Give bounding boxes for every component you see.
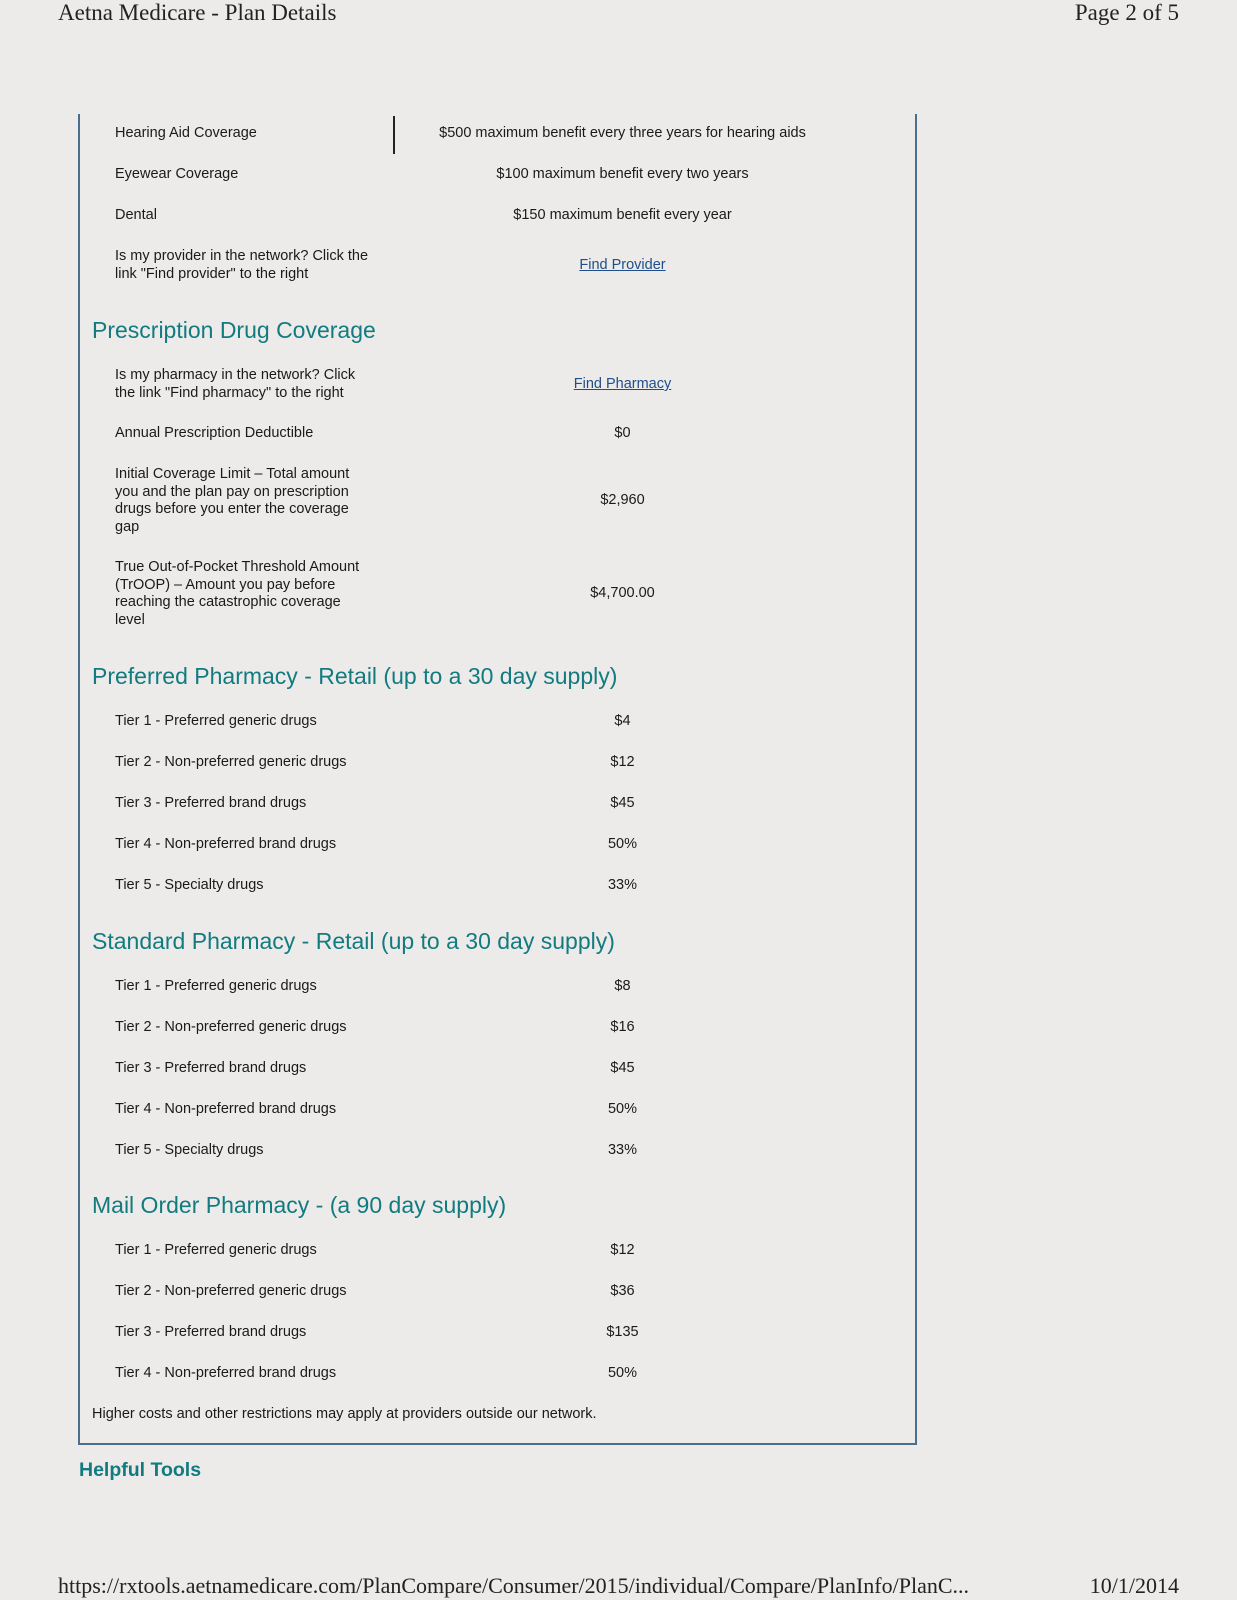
preferred-tier-1-value: $4 xyxy=(614,713,631,729)
standard-tier-5-value: 33% xyxy=(607,1142,638,1158)
benefit-label-eyewear: Eyewear Coverage xyxy=(115,166,239,182)
preferred-tier-3-value: $45 xyxy=(610,795,635,811)
mail-tier-1-label: Tier 1 - Preferred generic drugs xyxy=(115,1242,317,1258)
preferred-tier-2-label: Tier 2 - Non-preferred generic drugs xyxy=(115,754,347,770)
find-pharmacy-link[interactable]: Find Pharmacy xyxy=(573,376,672,392)
preferred-tier-4-value: 50% xyxy=(607,836,638,852)
preferred-tier-5-label: Tier 5 - Specialty drugs xyxy=(115,877,264,893)
initial-coverage-value: $2,960 xyxy=(600,492,645,508)
mail-tier-3-label: Tier 3 - Preferred brand drugs xyxy=(115,1324,307,1340)
preferred-tier-5-value: 33% xyxy=(607,877,638,893)
mail-tier-4-label: Tier 4 - Non-preferred brand drugs xyxy=(115,1365,337,1381)
benefit-value-hearing: $500 maximum benefit every three years for hearing aids xyxy=(439,125,806,141)
standard-tier-5-label: Tier 5 - Specialty drugs xyxy=(115,1142,264,1158)
print-footer-date: 10/1/2014 xyxy=(1089,1573,1179,1598)
standard-tier-2-label: Tier 2 - Non-preferred generic drugs xyxy=(115,1019,347,1035)
mail-tier-1-value: $12 xyxy=(610,1242,635,1258)
mail-tier-4-value: 50% xyxy=(607,1365,638,1381)
print-footer-url: https://rxtools.aetnamedicare.com/PlanCompare/Consumer/2015/individual/Compare/PlanInfo/PlanC... xyxy=(58,1573,970,1598)
standard-tier-1-value: $8 xyxy=(614,978,631,994)
section-heading-preferred: Preferred Pharmacy - Retail (up to a 30 day supply) xyxy=(92,663,618,689)
benefit-label-hearing: Hearing Aid Coverage xyxy=(115,125,257,141)
print-header-title: Aetna Medicare - Plan Details xyxy=(58,0,337,25)
benefit-label-dental: Dental xyxy=(115,207,157,223)
troop-value: $4,700.00 xyxy=(590,585,655,601)
helpful-tools-heading: Helpful Tools xyxy=(79,1459,202,1481)
mail-tier-2-label: Tier 2 - Non-preferred generic drugs xyxy=(115,1283,347,1299)
network-restriction-note: Higher costs and other restrictions may apply at providers outside our network. xyxy=(92,1406,597,1422)
standard-tier-4-label: Tier 4 - Non-preferred brand drugs xyxy=(115,1101,337,1117)
provider-network-label: Is my provider in the network? Click the link "Find provider" to the right xyxy=(115,248,369,282)
standard-tier-3-label: Tier 3 - Preferred brand drugs xyxy=(115,1060,307,1076)
page-number: Page 2 of 5 xyxy=(1074,0,1179,25)
preferred-tier-4-label: Tier 4 - Non-preferred brand drugs xyxy=(115,836,337,852)
troop-label: True Out-of-Pocket Threshold Amount (TrOOP) – Amount you pay before reaching the catastrophic coverage level xyxy=(115,559,360,628)
standard-tier-3-value: $45 xyxy=(610,1060,635,1076)
deductible-value: $0 xyxy=(614,425,631,441)
standard-tier-1-label: Tier 1 - Preferred generic drugs xyxy=(115,978,317,994)
standard-tier-2-value: $16 xyxy=(610,1019,635,1035)
benefit-value-eyewear: $100 maximum benefit every two years xyxy=(496,166,749,182)
section-heading-prescription: Prescription Drug Coverage xyxy=(92,317,376,343)
initial-coverage-label: Initial Coverage Limit – Total amount you and the plan pay on prescription drugs before you enter the coverage gap xyxy=(115,466,350,535)
preferred-tier-2-value: $12 xyxy=(610,754,635,770)
standard-tier-4-value: 50% xyxy=(607,1101,638,1117)
preferred-tier-1-label: Tier 1 - Preferred generic drugs xyxy=(115,713,317,729)
find-provider-link[interactable]: Find Provider xyxy=(579,257,666,273)
section-heading-standard: Standard Pharmacy - Retail (up to a 30 day supply) xyxy=(92,928,615,954)
pharmacy-network-label: Is my pharmacy in the network? Click the link "Find pharmacy" to the right xyxy=(115,367,356,401)
section-heading-mail-order: Mail Order Pharmacy - (a 90 day supply) xyxy=(92,1192,507,1218)
deductible-label: Annual Prescription Deductible xyxy=(115,425,314,441)
mail-tier-2-value: $36 xyxy=(610,1283,635,1299)
benefit-value-dental: $150 maximum benefit every year xyxy=(513,207,732,223)
preferred-tier-3-label: Tier 3 - Preferred brand drugs xyxy=(115,795,307,811)
mail-tier-3-value: $135 xyxy=(606,1324,639,1340)
